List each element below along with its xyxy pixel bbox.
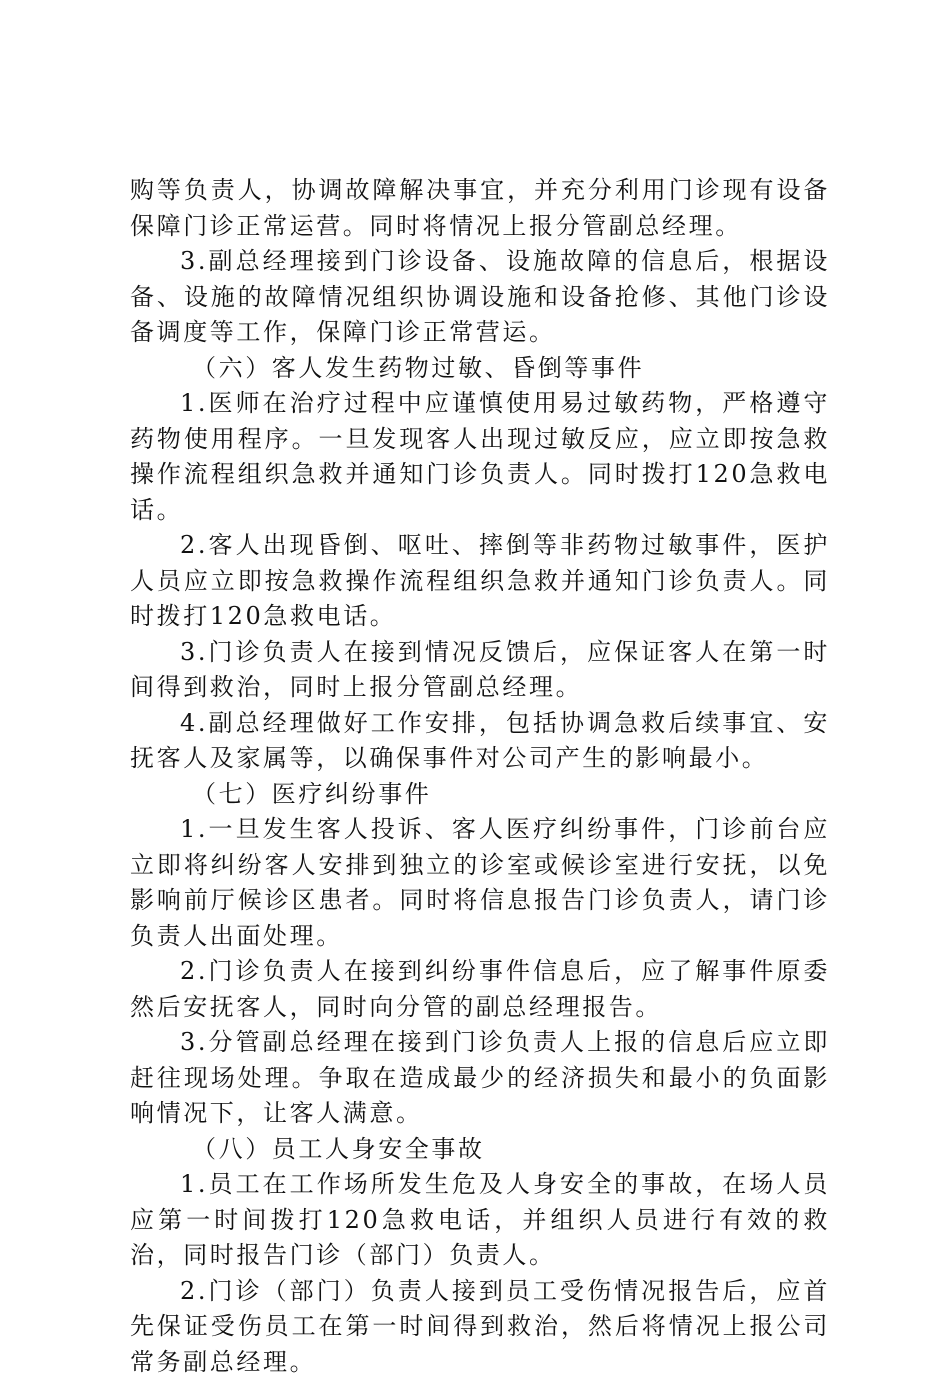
paragraph-item: 1.员工在工作场所发生危及人身安全的事故，在场人员应第一时间拨打120急救电话，并组织人员进行有效的救治，同时报告门诊（部门）负责人。 [130, 1167, 830, 1274]
document-body [130, 173, 830, 1380]
paragraph-item: 2.门诊负责人在接到纠纷事件信息后，应了解事件原委然后安抚客人，同时向分管的副总经理报告。 [130, 954, 830, 1025]
paragraph-item: 1.一旦发生客人投诉、客人医疗纠纷事件，门诊前台应立即将纠纷客人安排到独立的诊室或候诊室进行安抚，以免影响前厅候诊区患者。同时将信息报告门诊负责人，请门诊负责人出面处理。 [130, 812, 830, 954]
section-heading: （六）客人发生药物过敏、昏倒等事件 [130, 351, 830, 387]
paragraph-item: 1.医师在治疗过程中应谨慎使用易过敏药物，严格遵守药物使用程序。一旦发现客人出现过敏反应，应立即按急救操作流程组织急救并通知门诊负责人。同时拨打120急救电话。 [130, 386, 830, 528]
paragraph-item: 3.副总经理接到门诊设备、设施故障的信息后，根据设备、设施的故障情况组织协调设施和设备抢修、其他门诊设备调度等工作，保障门诊正常营运。 [130, 244, 830, 351]
paragraph-continued: 购等负责人，协调故障解决事宜，并充分利用门诊现有设备保障门诊正常运营。同时将情况上报分管副总经理。 [130, 173, 830, 244]
paragraph-item: 2.客人出现昏倒、呕吐、摔倒等非药物过敏事件，医护人员应立即按急救操作流程组织急救并通知门诊负责人。同时拨打120急救电话。 [130, 528, 830, 635]
paragraph-item: 2.门诊（部门）负责人接到员工受伤情况报告后，应首先保证受伤员工在第一时间得到救治，然后将情况上报公司常务副总经理。 [130, 1274, 830, 1380]
paragraph-item: 3.分管副总经理在接到门诊负责人上报的信息后应立即赶往现场处理。争取在造成最少的经济损失和最小的负面影响情况下，让客人满意。 [130, 1025, 830, 1132]
paragraph-item: 4.副总经理做好工作安排，包括协调急救后续事宜、安抚客人及家属等，以确保事件对公司产生的影响最小。 [130, 706, 830, 777]
section-heading: （七）医疗纠纷事件 [130, 777, 830, 813]
section-heading: （八）员工人身安全事故 [130, 1132, 830, 1168]
paragraph-item: 3.门诊负责人在接到情况反馈后，应保证客人在第一时间得到救治，同时上报分管副总经理。 [130, 635, 830, 706]
